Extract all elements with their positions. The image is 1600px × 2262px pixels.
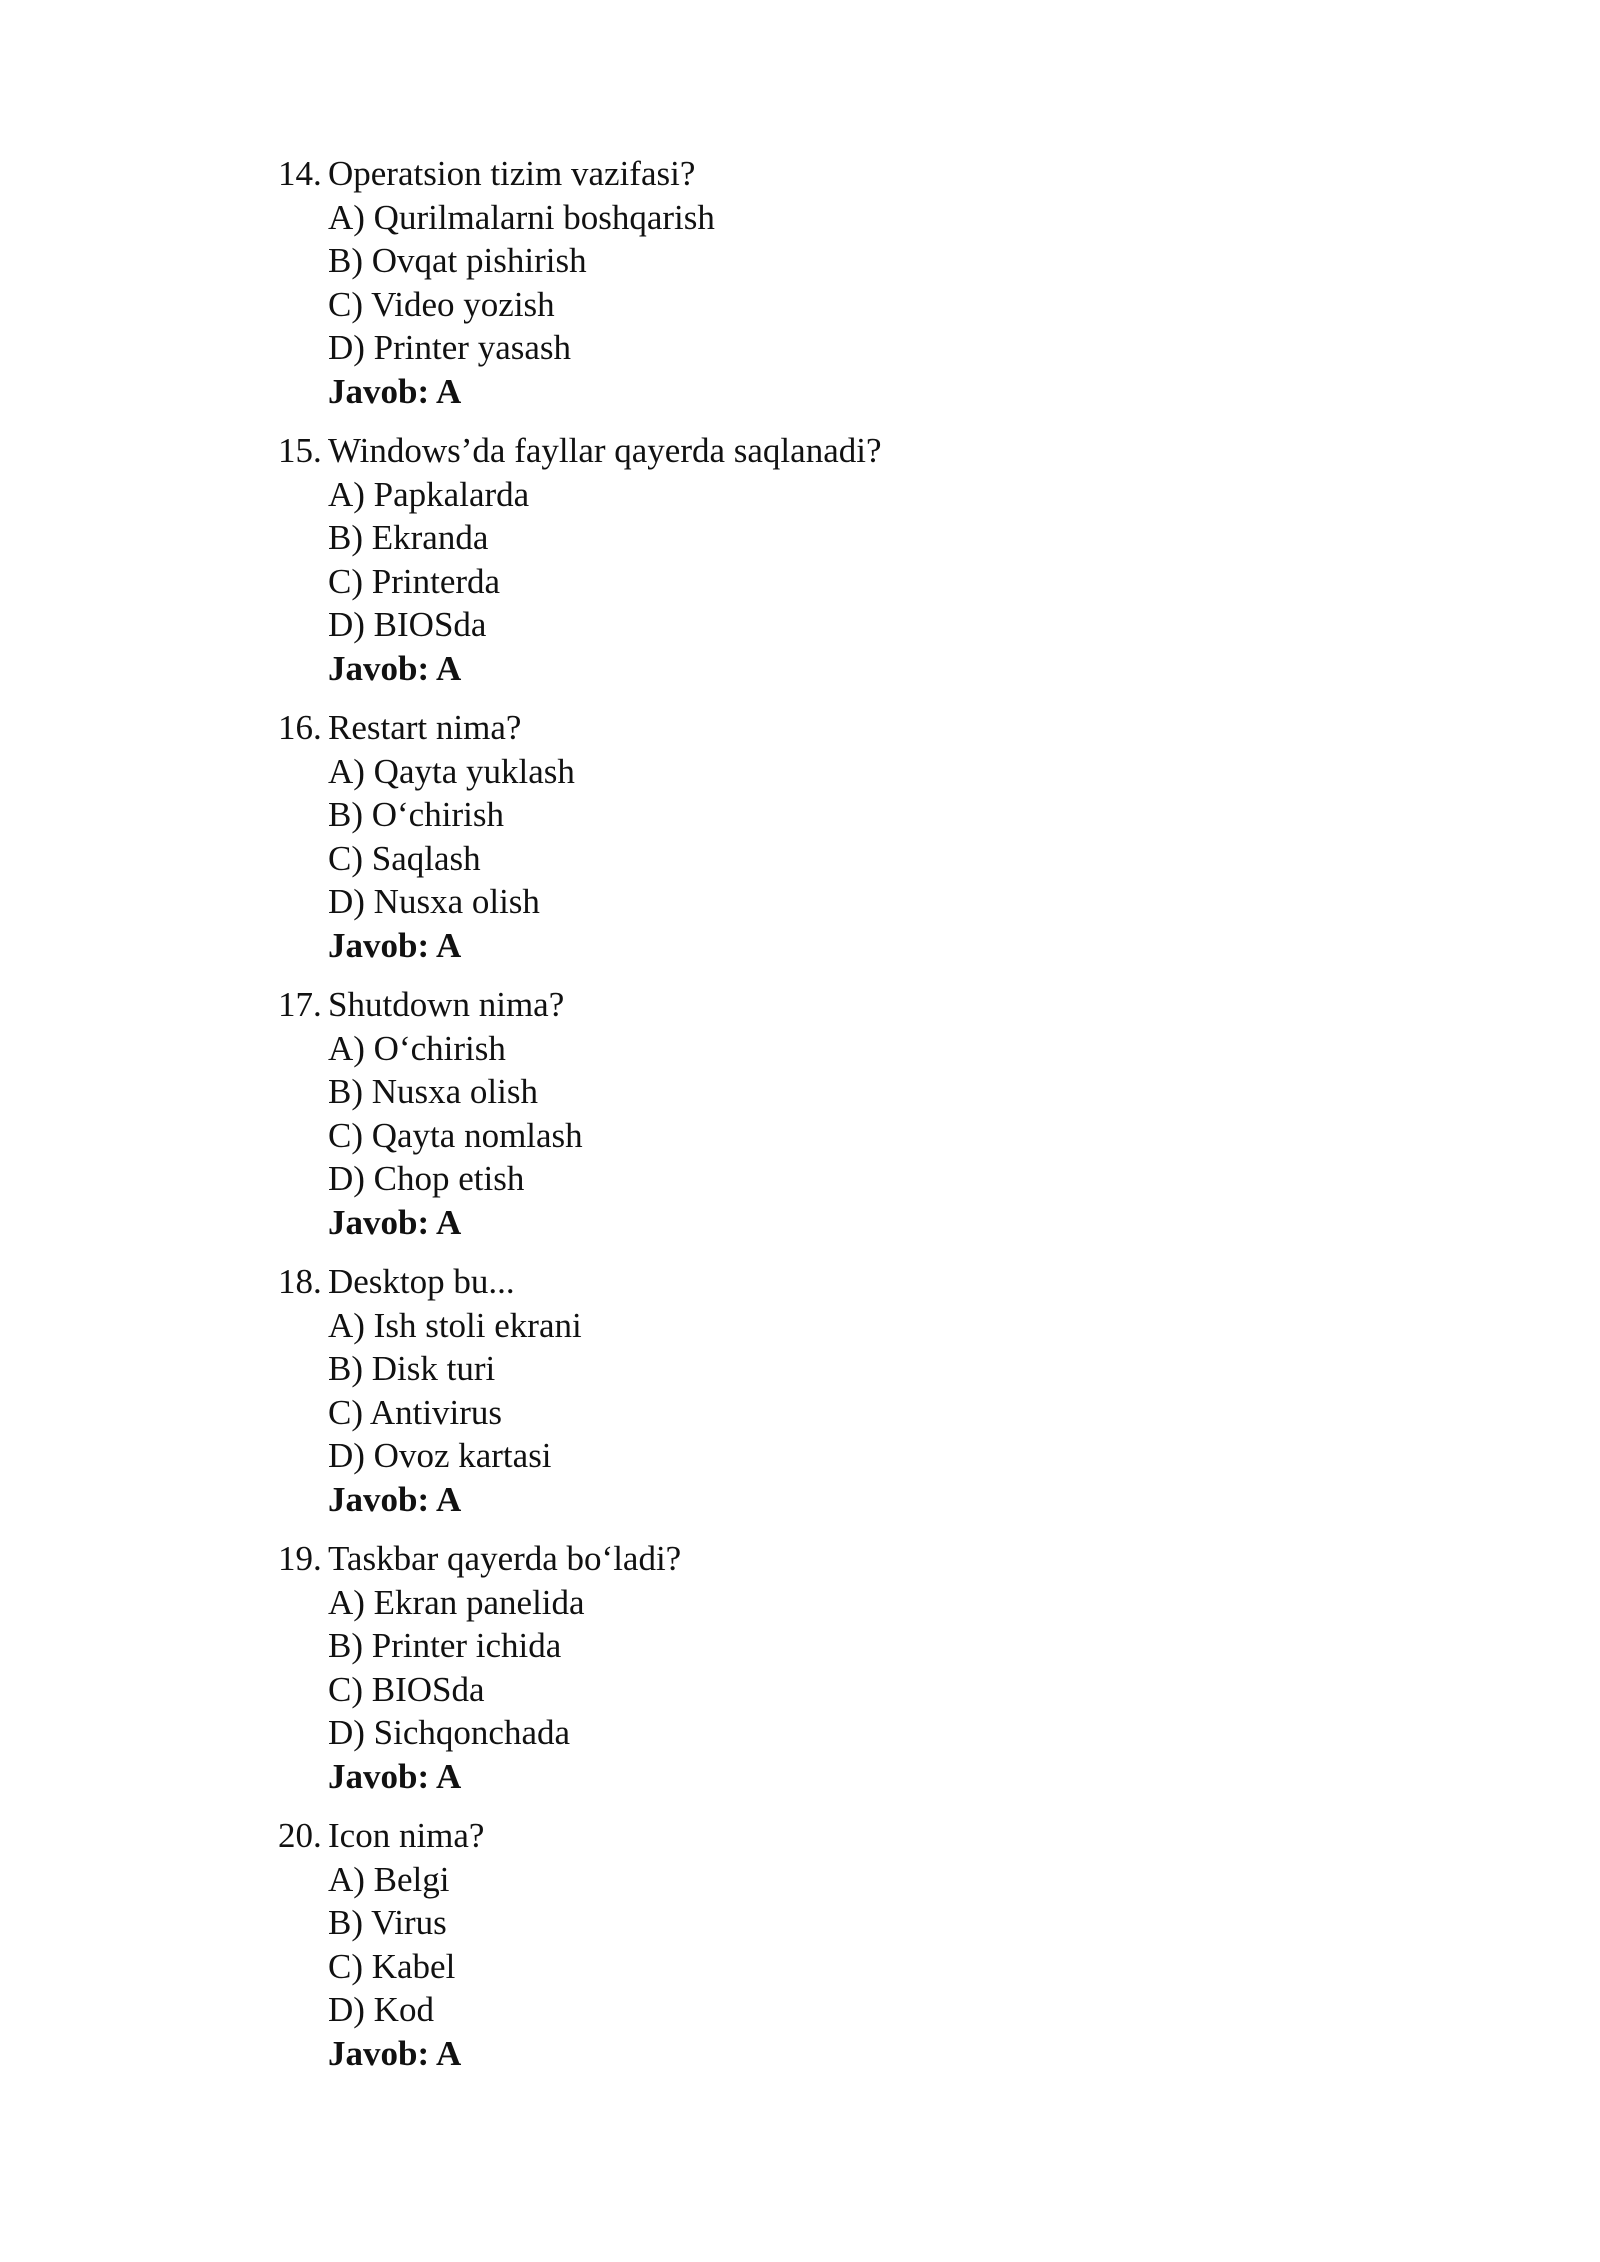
question-line [278, 706, 1378, 750]
answer-option: B) Nusxa olish [328, 1072, 538, 1111]
answer-option: C) Video yozish [328, 284, 555, 324]
question-text: Taskbar qayerda bo‘ladi? [328, 1539, 682, 1578]
question-number: 16. [278, 708, 322, 747]
answer-option: D) BIOSda [328, 605, 487, 644]
answer-option: C) Saqlash [328, 838, 481, 878]
correct-answer: Javob: A [328, 1202, 462, 1242]
answer-option: A) Qayta yuklash [328, 751, 575, 791]
answer-option: A) Papkalarda [328, 474, 530, 514]
question-line [278, 1814, 1378, 1858]
question-line [278, 1537, 1378, 1581]
question-text: Restart nima? [328, 708, 522, 747]
correct-answer: Javob: A [328, 371, 462, 411]
question-line [278, 429, 1378, 473]
question-number: 17. [278, 985, 322, 1024]
question-item [278, 152, 1378, 413]
question-item [278, 706, 1378, 967]
question-item [278, 429, 1378, 690]
question-number: 15. [278, 431, 322, 470]
question-line [278, 1260, 1378, 1304]
answer-option: A) Belgi [328, 1859, 450, 1899]
question-text: Desktop bu... [328, 1262, 515, 1301]
answer-option: C) BIOSda [328, 1669, 485, 1709]
answer-option: A) O‘chirish [328, 1028, 506, 1068]
answer-option: A) Ekran panelida [328, 1582, 585, 1622]
question-list [278, 152, 1378, 2091]
question-text: Shutdown nima? [328, 985, 565, 1024]
answer-option: B) Ovqat pishirish [328, 241, 587, 280]
answer-option: A) Qurilmalarni boshqarish [328, 197, 715, 237]
question-item [278, 1260, 1378, 1521]
correct-answer: Javob: A [328, 1756, 462, 1796]
answer-option: C) Printerda [328, 561, 501, 601]
answer-option: C) Qayta nomlash [328, 1115, 583, 1155]
question-number: 19. [278, 1539, 322, 1578]
question-line [278, 152, 1378, 196]
question-item [278, 1814, 1378, 2075]
answer-option: D) Sichqonchada [328, 1713, 571, 1752]
answer-option: D) Kod [328, 1990, 434, 2029]
question-text: Windows’da fayllar qayerda saqlanadi? [328, 431, 882, 470]
answer-option: C) Antivirus [328, 1392, 503, 1432]
question-text: Operatsion tizim vazifasi? [328, 154, 696, 193]
answer-option: B) O‘chirish [328, 795, 504, 834]
answer-option: D) Nusxa olish [328, 882, 540, 921]
answer-option: A) Ish stoli ekrani [328, 1305, 582, 1345]
answer-option: B) Printer ichida [328, 1626, 562, 1665]
question-number: 20. [278, 1816, 322, 1855]
correct-answer: Javob: A [328, 648, 462, 688]
question-item [278, 983, 1378, 1244]
answer-option: D) Printer yasash [328, 328, 572, 367]
question-line [278, 983, 1378, 1027]
correct-answer: Javob: A [328, 2033, 462, 2073]
answer-option: C) Kabel [328, 1946, 456, 1986]
question-text: Icon nima? [328, 1816, 485, 1855]
question-number: 14. [278, 154, 322, 193]
question-number: 18. [278, 1262, 322, 1301]
answer-option: D) Chop etish [328, 1159, 525, 1198]
answer-option: B) Ekranda [328, 518, 489, 557]
answer-option: D) Ovoz kartasi [328, 1436, 552, 1475]
question-item [278, 1537, 1378, 1798]
correct-answer: Javob: A [328, 1479, 462, 1519]
correct-answer: Javob: A [328, 925, 462, 965]
answer-option: B) Disk turi [328, 1349, 496, 1388]
answer-option: B) Virus [328, 1903, 447, 1942]
